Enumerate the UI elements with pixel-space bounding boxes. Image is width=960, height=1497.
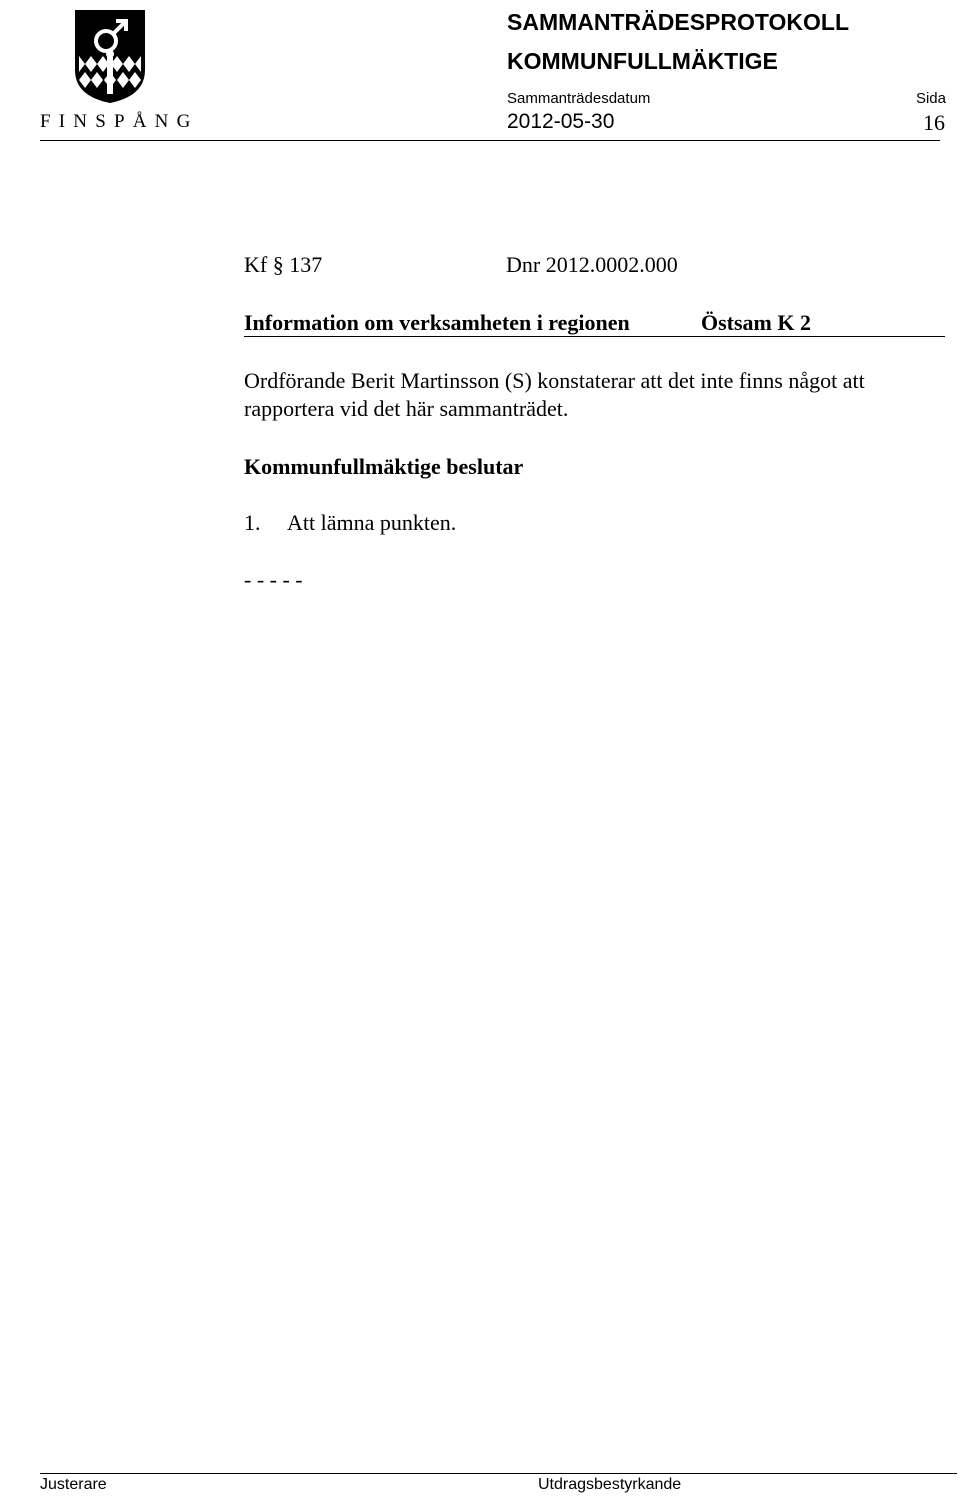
footer-justerare-label: Justerare [40,1476,107,1493]
section-heading-suffix: Östsam K 2 [701,310,811,335]
page-label: Sida [915,90,946,107]
paragraph-reference: Kf § 137 [244,252,323,277]
footer-divider [40,1473,957,1474]
document-title: SAMMANTRÄDESPROTOKOLL [507,9,850,35]
end-marker: - - - - - [244,567,303,592]
header-divider [40,140,940,141]
decision-item-text: Att lämna punkten. [287,510,457,535]
finspang-logo [40,8,199,132]
decision-heading: Kommunfullmäktige beslutar [244,454,524,479]
page-number: 16 [923,110,945,135]
body-text-line: rapportera vid det här sammanträdet. [244,396,569,421]
document-subtitle: KOMMUNFULLMÄKTIGE [507,48,778,74]
section-heading: Information om verksamheten i regionen [244,310,630,335]
diary-number: Dnr 2012.0002.000 [506,252,678,277]
logo-wordmark: FINSPÅNG [40,111,199,132]
heading-underline [244,336,945,337]
meeting-date-value: 2012-05-30 [507,110,615,133]
body-text-line: Ordförande Berit Martinsson (S) konstaterar att det inte finns något att [244,368,865,393]
decision-item-number: 1. [244,510,261,535]
coat-of-arms-icon [73,8,147,104]
meeting-date-label: Sammanträdesdatum [507,90,651,107]
footer-utdragsbestyrkande-label: Utdragsbestyrkande [538,1476,682,1493]
